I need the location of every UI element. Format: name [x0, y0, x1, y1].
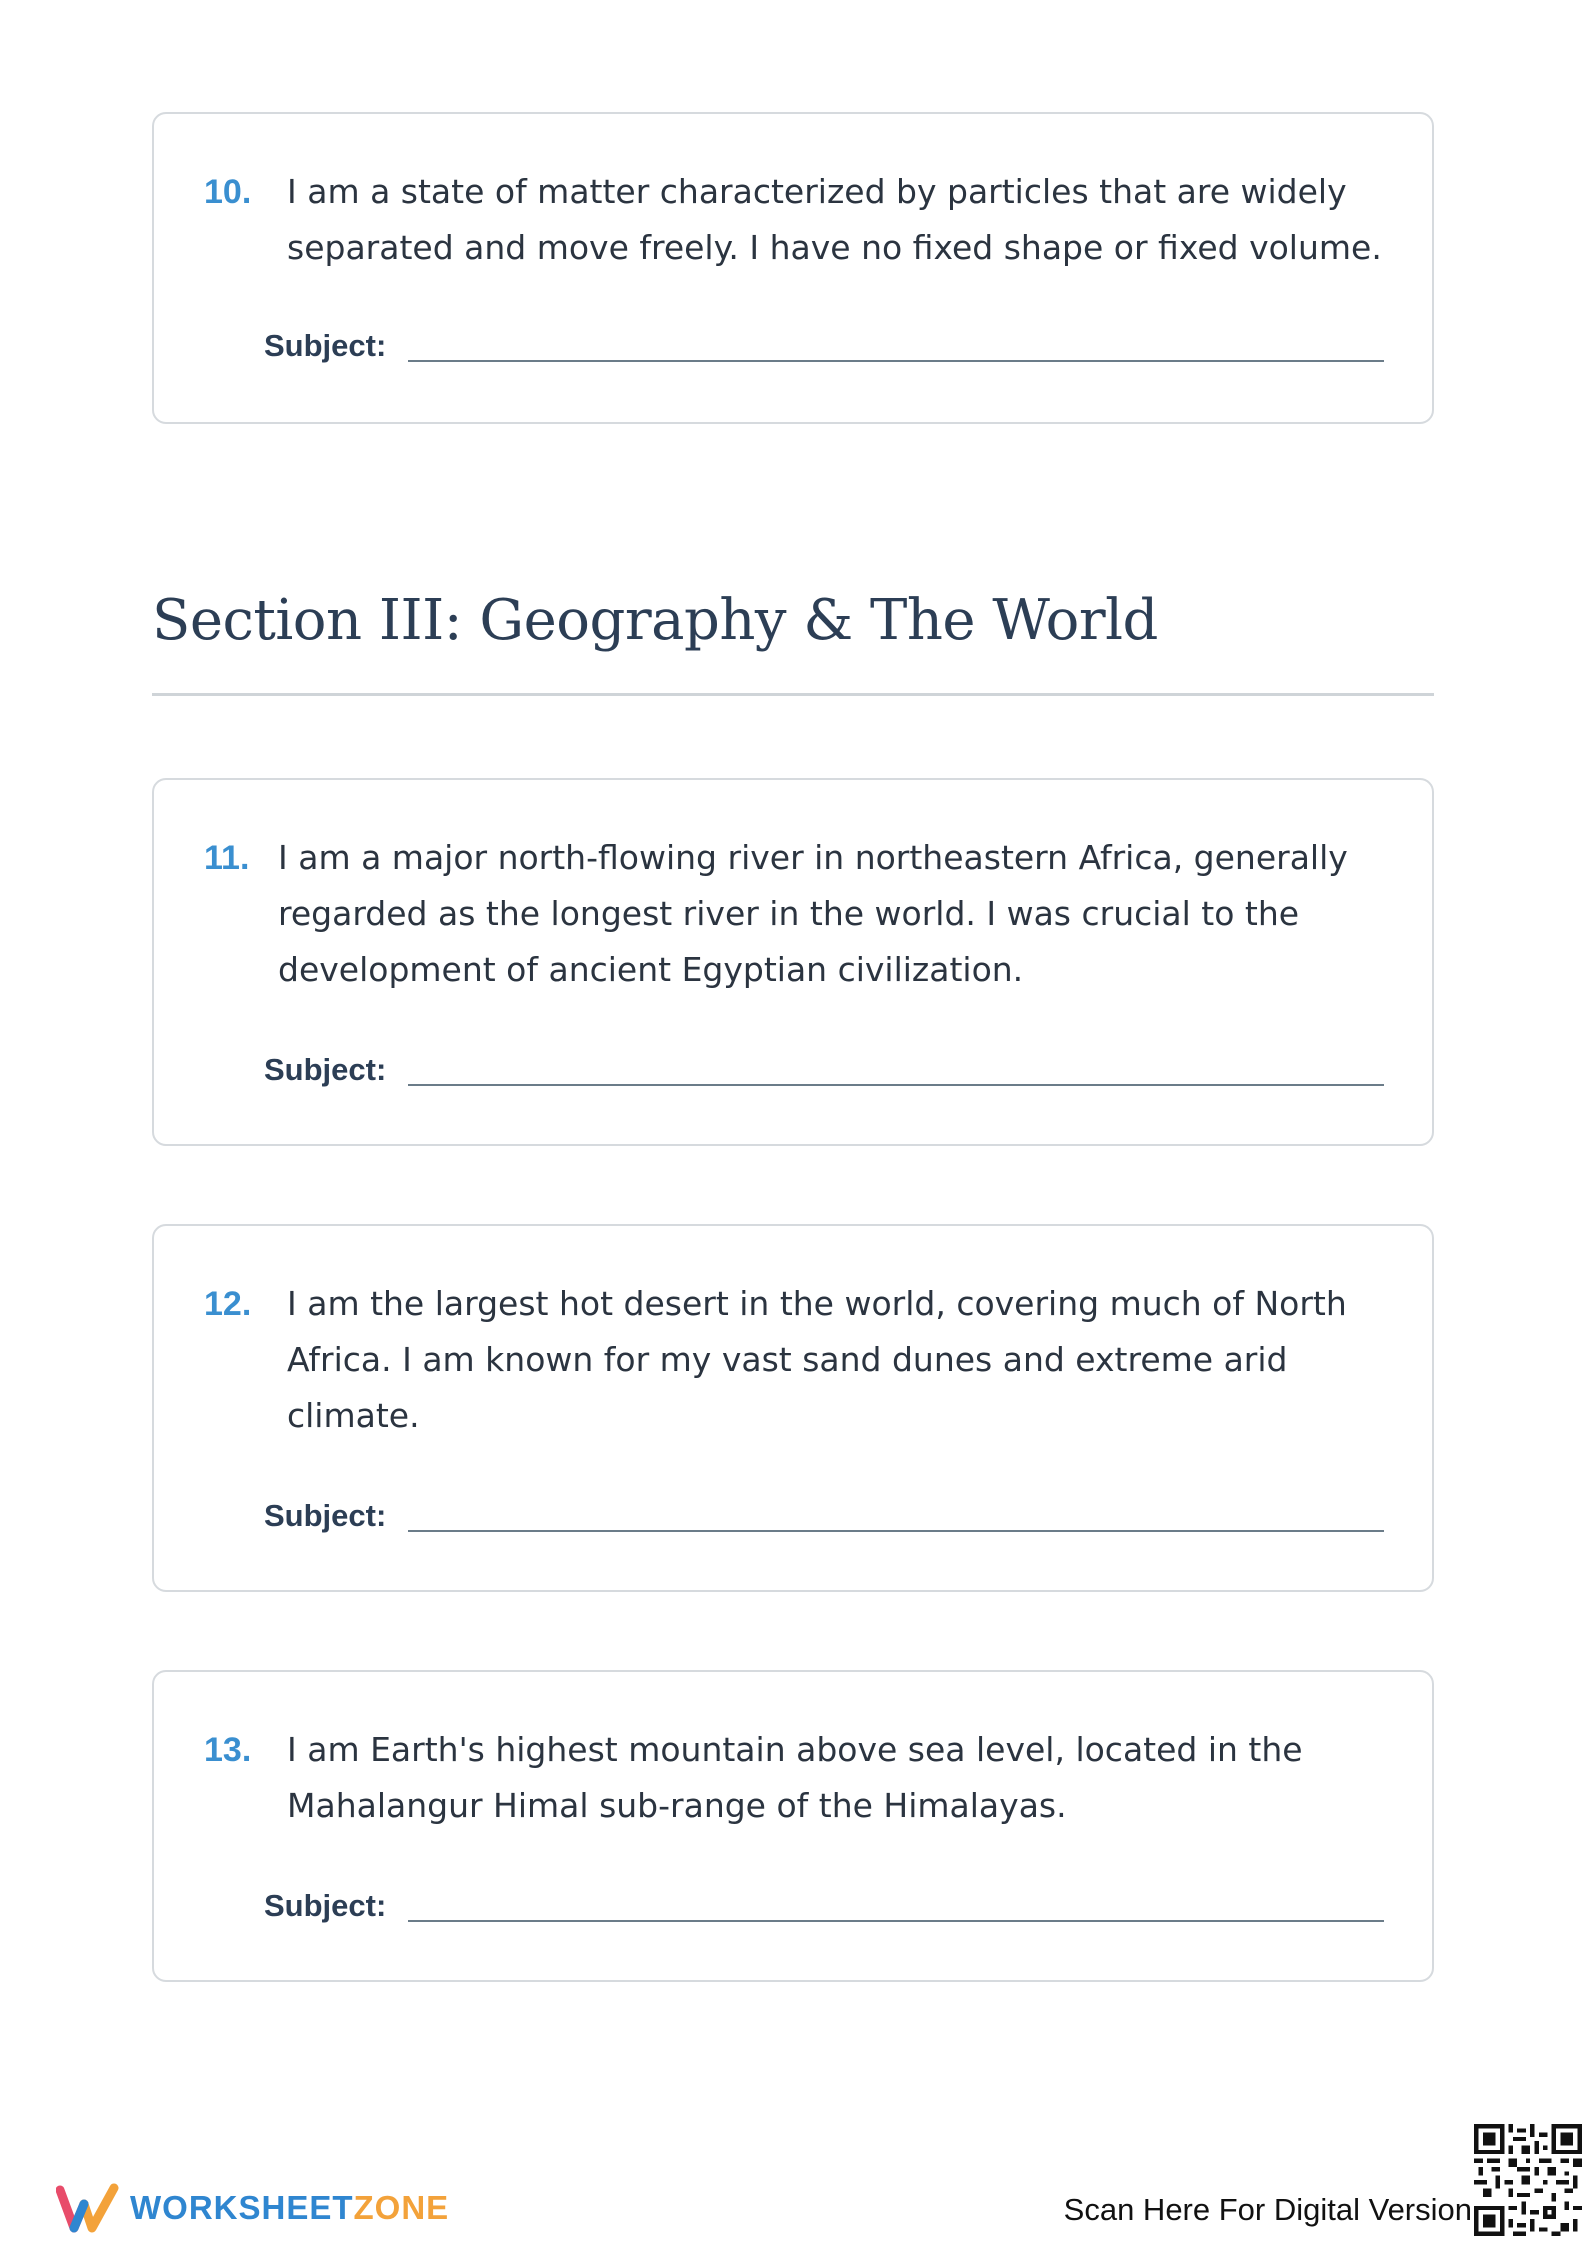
section-divider: [152, 693, 1434, 696]
question-text: [287, 1722, 1392, 1834]
logo-wordmark-part2: ZONE: [353, 2189, 450, 2226]
question-text-line: I am Earth's highest mountain above sea level, located in the: [287, 1730, 1303, 1769]
worksheetzone-logo[interactable]: [56, 2180, 449, 2236]
question-card-13: [152, 1670, 1434, 1982]
question-text-line: I am a major north-flowing river in northeastern Africa, generally: [278, 838, 1348, 877]
subject-answer-line[interactable]: [408, 1890, 1384, 1922]
question-number: 13.: [204, 1731, 252, 1769]
question-card-11: [152, 778, 1434, 1146]
subject-answer-line[interactable]: [408, 1500, 1384, 1532]
question-row: [204, 164, 1392, 276]
subject-label: Subject:: [264, 1498, 387, 1533]
logo-wordmark-part1: WORKSHEET: [130, 2189, 354, 2226]
question-card-12: [152, 1224, 1434, 1592]
question-card-10: [152, 112, 1434, 424]
subject-answer-row: [264, 1886, 1384, 1926]
question-text-line: climate.: [287, 1396, 420, 1435]
section-title: Section III: Geography & The World: [152, 588, 1158, 653]
question-number: 11.: [204, 839, 250, 877]
subject-label: Subject:: [264, 1052, 387, 1087]
question-number: 10.: [204, 173, 252, 211]
question-text: [287, 164, 1392, 276]
question-text-line: I am a state of matter characterized by particles that are widely: [287, 172, 1347, 211]
question-row: [204, 830, 1392, 998]
subject-answer-row: [264, 326, 1384, 366]
question-text-line: regarded as the longest river in the world. I was crucial to the: [278, 894, 1300, 933]
question-text-line: I am the largest hot desert in the world, covering much of North: [287, 1284, 1347, 1323]
subject-label: Subject:: [264, 1888, 387, 1923]
question-row: [204, 1722, 1392, 1834]
subject-answer-line[interactable]: [408, 330, 1384, 362]
question-text-line: Mahalangur Himal sub-range of the Himalayas.: [287, 1786, 1067, 1825]
question-text-line: development of ancient Egyptian civilization.: [278, 950, 1024, 989]
scan-instruction: Scan Here For Digital Version: [1063, 2192, 1472, 2227]
subject-label: Subject:: [264, 328, 387, 363]
question-number: 12.: [204, 1285, 252, 1323]
question-text: [278, 830, 1392, 998]
question-text: [287, 1276, 1392, 1444]
logo-wordmark: [130, 2189, 449, 2227]
subject-answer-row: [264, 1496, 1384, 1536]
question-text-line: separated and move freely. I have no fixed shape or fixed volume.: [287, 228, 1382, 267]
question-row: [204, 1276, 1392, 1444]
subject-answer-line[interactable]: [408, 1054, 1384, 1086]
qr-code-icon[interactable]: [1474, 2124, 1582, 2236]
worksheetzone-logo-icon: [56, 2180, 120, 2236]
subject-answer-row: [264, 1050, 1384, 1090]
question-text-line: Africa. I am known for my vast sand dunes and extreme arid: [287, 1340, 1288, 1379]
